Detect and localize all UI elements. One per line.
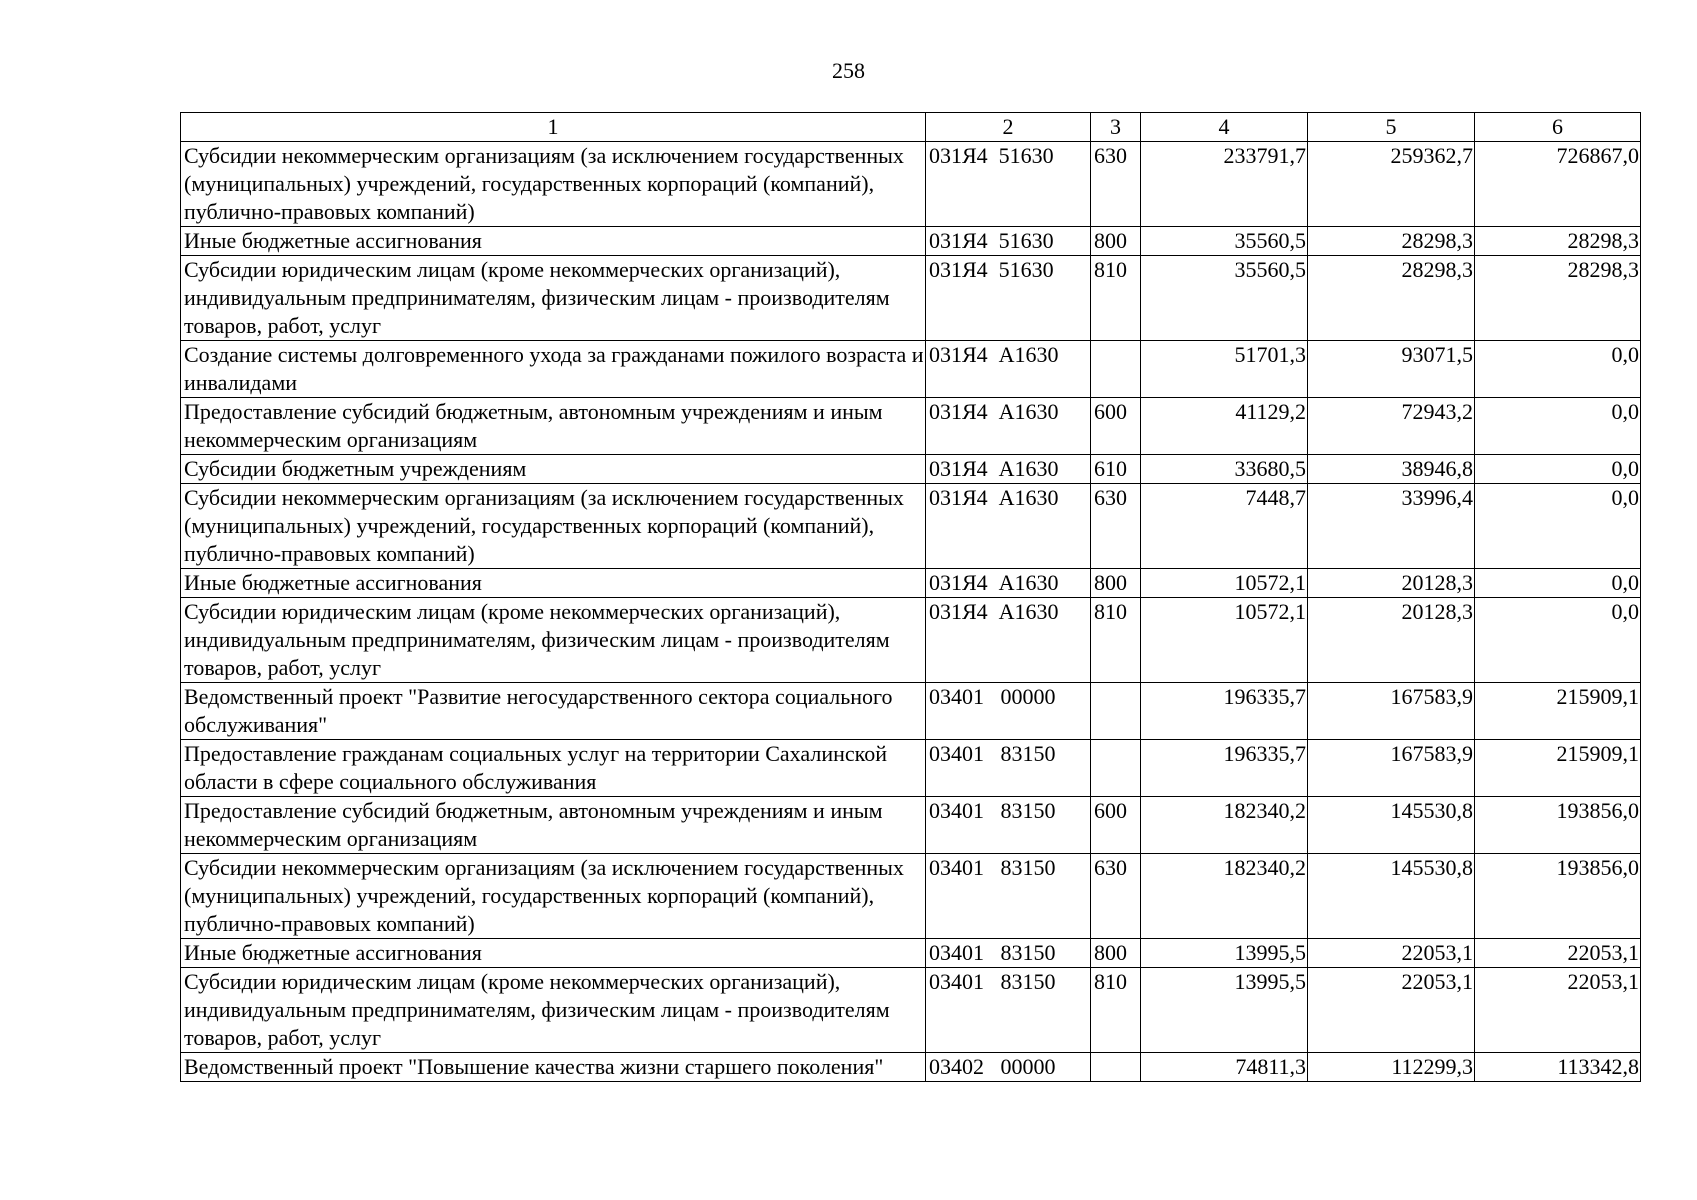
- row-value-col4: 41129,2: [1141, 398, 1308, 455]
- row-value-col6: 28298,3: [1475, 256, 1641, 341]
- row-value-col5: 38946,8: [1308, 455, 1475, 484]
- row-name: Субсидии некоммерческим организациям (за исключением государственных (муниципальных) учреждений, государственных корпораций (компаний), публично-правовых компаний): [181, 142, 926, 227]
- row-name: Иные бюджетные ассигнования: [181, 227, 926, 256]
- row-name: Субсидии бюджетным учреждениям: [181, 455, 926, 484]
- row-expense-type: 800: [1091, 569, 1141, 598]
- row-value-col5: 22053,1: [1308, 968, 1475, 1053]
- row-value-col6: 726867,0: [1475, 142, 1641, 227]
- table-row: [181, 968, 1641, 1053]
- row-value-col4: 10572,1: [1141, 569, 1308, 598]
- row-value-col5: 33996,4: [1308, 484, 1475, 569]
- row-value-col5: 167583,9: [1308, 683, 1475, 740]
- row-value-col6: 28298,3: [1475, 227, 1641, 256]
- row-value-col6: 113342,8: [1475, 1053, 1641, 1082]
- row-name: Ведомственный проект "Развитие негосударственного сектора социального обслуживания": [181, 683, 926, 740]
- row-name: Предоставление субсидий бюджетным, автономным учреждениям и иным некоммерческим организациям: [181, 398, 926, 455]
- table-row: [181, 939, 1641, 968]
- row-code: 03401 83150: [926, 968, 1091, 1053]
- table-row: [181, 398, 1641, 455]
- row-value-col4: 182340,2: [1141, 797, 1308, 854]
- row-value-col6: 0,0: [1475, 398, 1641, 455]
- table-row: [181, 455, 1641, 484]
- row-expense-type: 600: [1091, 797, 1141, 854]
- row-value-col6: 193856,0: [1475, 854, 1641, 939]
- row-code: 031Я4 А1630: [926, 398, 1091, 455]
- row-value-col5: 145530,8: [1308, 797, 1475, 854]
- row-expense-type: 630: [1091, 854, 1141, 939]
- row-value-col5: 145530,8: [1308, 854, 1475, 939]
- row-name: Иные бюджетные ассигнования: [181, 569, 926, 598]
- row-expense-type: [1091, 683, 1141, 740]
- row-value-col5: 259362,7: [1308, 142, 1475, 227]
- table-row: [181, 484, 1641, 569]
- row-value-col6: 215909,1: [1475, 683, 1641, 740]
- row-name: Предоставление гражданам социальных услуг на территории Сахалинской области в сфере социального обслуживания: [181, 740, 926, 797]
- page-number: 258: [832, 58, 865, 83]
- row-expense-type: 810: [1091, 968, 1141, 1053]
- row-name: Создание системы долговременного ухода за гражданами пожилого возраста и инвалидами: [181, 341, 926, 398]
- table-row: [181, 740, 1641, 797]
- row-code: 031Я4 А1630: [926, 341, 1091, 398]
- row-expense-type: [1091, 1053, 1141, 1082]
- row-value-col4: 182340,2: [1141, 854, 1308, 939]
- table-row: [181, 797, 1641, 854]
- row-code: 031Я4 51630: [926, 227, 1091, 256]
- row-code: 031Я4 А1630: [926, 484, 1091, 569]
- row-name: Субсидии некоммерческим организациям (за исключением государственных (муниципальных) учреждений, государственных корпораций (компаний), публично-правовых компаний): [181, 854, 926, 939]
- table-row: [181, 227, 1641, 256]
- row-name: Субсидии юридическим лицам (кроме некоммерческих организаций), индивидуальным предпринимателям, физическим лицам - производителям товаров, работ, услуг: [181, 598, 926, 683]
- row-name: Иные бюджетные ассигнования: [181, 939, 926, 968]
- row-expense-type: 810: [1091, 256, 1141, 341]
- row-code: 031Я4 А1630: [926, 598, 1091, 683]
- row-name: Ведомственный проект "Повышение качества жизни старшего поколения": [181, 1053, 926, 1082]
- column-header: 6: [1475, 113, 1641, 142]
- row-value-col5: 112299,3: [1308, 1053, 1475, 1082]
- column-header: 5: [1308, 113, 1475, 142]
- table-row: [181, 1053, 1641, 1082]
- row-value-col4: 10572,1: [1141, 598, 1308, 683]
- row-expense-type: 810: [1091, 598, 1141, 683]
- row-value-col6: 193856,0: [1475, 797, 1641, 854]
- column-header: 4: [1141, 113, 1308, 142]
- row-value-col6: 215909,1: [1475, 740, 1641, 797]
- row-value-col6: 0,0: [1475, 484, 1641, 569]
- row-value-col4: 13995,5: [1141, 939, 1308, 968]
- row-expense-type: 630: [1091, 142, 1141, 227]
- row-value-col4: 233791,7: [1141, 142, 1308, 227]
- table-row: [181, 598, 1641, 683]
- row-expense-type: [1091, 341, 1141, 398]
- row-value-col6: 0,0: [1475, 455, 1641, 484]
- column-header: 1: [181, 113, 926, 142]
- row-value-col6: 0,0: [1475, 569, 1641, 598]
- row-value-col5: 20128,3: [1308, 569, 1475, 598]
- row-expense-type: 630: [1091, 484, 1141, 569]
- row-value-col5: 22053,1: [1308, 939, 1475, 968]
- row-value-col5: 28298,3: [1308, 256, 1475, 341]
- row-code: 031Я4 51630: [926, 256, 1091, 341]
- row-code: 03401 83150: [926, 797, 1091, 854]
- row-value-col6: 0,0: [1475, 341, 1641, 398]
- row-code: 031Я4 А1630: [926, 569, 1091, 598]
- row-value-col5: 28298,3: [1308, 227, 1475, 256]
- row-code: 031Я4 А1630: [926, 455, 1091, 484]
- row-value-col5: 167583,9: [1308, 740, 1475, 797]
- row-value-col4: 13995,5: [1141, 968, 1308, 1053]
- row-value-col6: 22053,1: [1475, 968, 1641, 1053]
- row-value-col4: 74811,3: [1141, 1053, 1308, 1082]
- table-row: [181, 341, 1641, 398]
- row-value-col4: 196335,7: [1141, 740, 1308, 797]
- row-value-col4: 35560,5: [1141, 256, 1308, 341]
- row-name: Предоставление субсидий бюджетным, автономным учреждениям и иным некоммерческим организациям: [181, 797, 926, 854]
- table-row: [181, 854, 1641, 939]
- row-code: 03401 83150: [926, 740, 1091, 797]
- table-row: [181, 142, 1641, 227]
- column-header: 3: [1091, 113, 1141, 142]
- row-value-col5: 20128,3: [1308, 598, 1475, 683]
- row-value-col6: 0,0: [1475, 598, 1641, 683]
- table-row: [181, 683, 1641, 740]
- row-value-col4: 196335,7: [1141, 683, 1308, 740]
- row-expense-type: 800: [1091, 227, 1141, 256]
- row-code: 03401 83150: [926, 939, 1091, 968]
- row-value-col5: 72943,2: [1308, 398, 1475, 455]
- row-expense-type: [1091, 740, 1141, 797]
- row-name: Субсидии юридическим лицам (кроме некоммерческих организаций), индивидуальным предпринимателям, физическим лицам - производителям товаров, работ, услуг: [181, 256, 926, 341]
- column-header: 2: [926, 113, 1091, 142]
- row-value-col6: 22053,1: [1475, 939, 1641, 968]
- row-value-col4: 33680,5: [1141, 455, 1308, 484]
- table-header-row: [181, 113, 1641, 142]
- row-value-col4: 35560,5: [1141, 227, 1308, 256]
- row-code: 031Я4 51630: [926, 142, 1091, 227]
- row-expense-type: 610: [1091, 455, 1141, 484]
- row-code: 03401 00000: [926, 683, 1091, 740]
- row-name: Субсидии юридическим лицам (кроме некоммерческих организаций), индивидуальным предпринимателям, физическим лицам - производителям товаров, работ, услуг: [181, 968, 926, 1053]
- row-value-col4: 7448,7: [1141, 484, 1308, 569]
- row-expense-type: 600: [1091, 398, 1141, 455]
- table-row: [181, 256, 1641, 341]
- budget-table: [180, 112, 1641, 1082]
- row-value-col5: 93071,5: [1308, 341, 1475, 398]
- row-code: 03402 00000: [926, 1053, 1091, 1082]
- row-value-col4: 51701,3: [1141, 341, 1308, 398]
- row-expense-type: 800: [1091, 939, 1141, 968]
- row-name: Субсидии некоммерческим организациям (за исключением государственных (муниципальных) учреждений, государственных корпораций (компаний), публично-правовых компаний): [181, 484, 926, 569]
- row-code: 03401 83150: [926, 854, 1091, 939]
- table-row: [181, 569, 1641, 598]
